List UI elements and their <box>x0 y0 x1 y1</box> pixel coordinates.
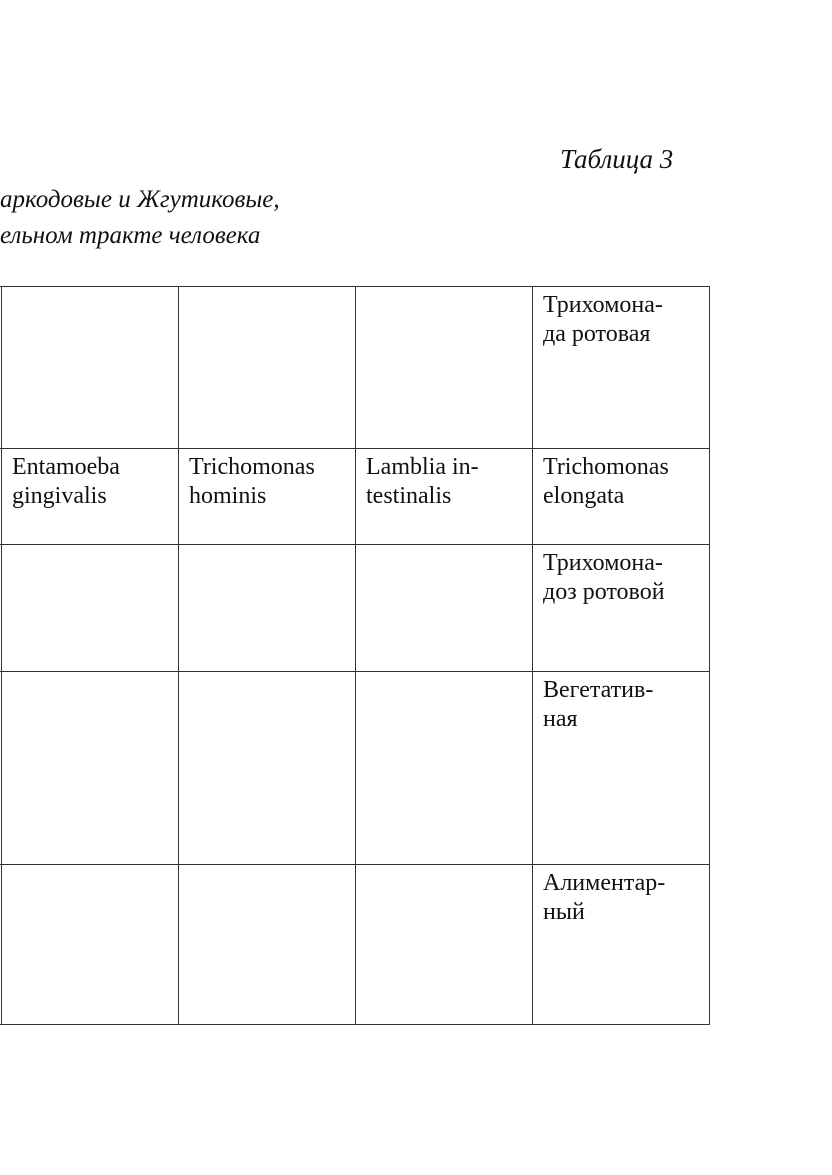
cell-text: hominis <box>189 483 267 509</box>
cell-text: gingivalis <box>12 483 107 509</box>
table-caption <box>0 182 280 254</box>
table-row <box>0 865 710 1025</box>
table-cell <box>2 449 179 545</box>
cell-text: Трихомона- <box>543 292 663 318</box>
table-cell <box>533 287 710 449</box>
table-cell <box>533 545 710 672</box>
cell-text: Trichomonas <box>189 454 315 480</box>
table-cell <box>179 449 356 545</box>
cell-text: testinalis <box>366 483 452 509</box>
table-cell <box>179 672 356 865</box>
cell-text: Трихомона- <box>543 550 663 576</box>
table-cell <box>356 287 533 449</box>
cell-text: Вегетатив- <box>543 677 654 703</box>
cell-text: Алиментар- <box>543 870 666 896</box>
table-cell <box>356 449 533 545</box>
table-cell <box>2 865 179 1025</box>
table-cell <box>533 449 710 545</box>
caption-line: аркодовые и Жгутиковые, <box>0 186 280 213</box>
table-cell <box>2 287 179 449</box>
table-cell <box>533 672 710 865</box>
organisms-table <box>0 286 710 1025</box>
table-cell <box>2 672 179 865</box>
cell-text: Trichomonas <box>543 454 669 480</box>
cell-text: доз ротовой <box>543 579 665 605</box>
table-row <box>0 449 710 545</box>
table-row <box>0 287 710 449</box>
table-cell <box>356 545 533 672</box>
cell-text: ная <box>543 706 578 732</box>
cell-text: да ротовая <box>543 321 651 347</box>
table-cell <box>2 545 179 672</box>
table-cell <box>179 287 356 449</box>
cell-text: Entamoeba <box>12 454 120 480</box>
cell-text: Lamblia in- <box>366 454 479 480</box>
table-cell <box>179 545 356 672</box>
cell-text: ный <box>543 899 585 925</box>
table-cell <box>533 865 710 1025</box>
cell-text: elongata <box>543 483 625 509</box>
table-cell <box>356 865 533 1025</box>
table-row <box>0 672 710 865</box>
table-cell <box>179 865 356 1025</box>
table-row <box>0 545 710 672</box>
table-number-label: Таблица 3 <box>560 144 674 174</box>
table-cell <box>356 672 533 865</box>
caption-line: ельном тракте человека <box>0 222 261 249</box>
